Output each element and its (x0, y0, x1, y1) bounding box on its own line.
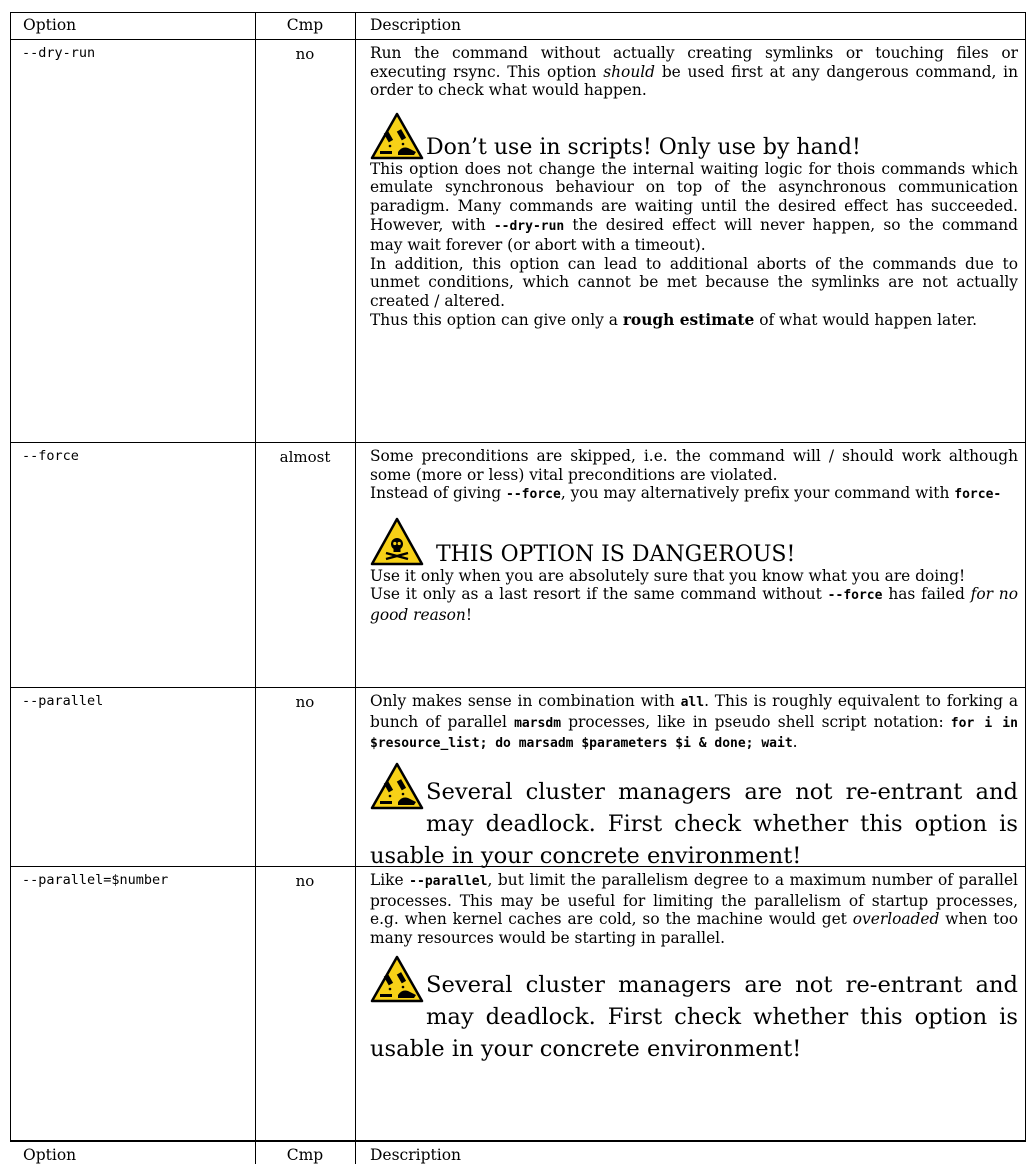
warning-callout (370, 969, 1018, 1065)
footer-option: Option (23, 1146, 77, 1164)
header-description: Description (370, 16, 462, 34)
warning-text: THIS OPTION IS DANGEROUS! (436, 541, 796, 567)
table-rule-header (10, 39, 1026, 40)
description-force (370, 447, 1018, 625)
description-parallel (370, 692, 1018, 872)
corrosive-hazard-icon (370, 112, 424, 160)
header-cmp: Cmp (286, 16, 324, 34)
table-border-left (10, 12, 11, 1141)
option-force: --force (22, 448, 79, 464)
table-rule-row1 (10, 442, 1026, 443)
paragraph: Some preconditions are skipped, i.e. the command will / should work although some (more or less) vital preconditions are violated. (370, 447, 1018, 484)
header-option: Option (23, 16, 77, 34)
cmp-force: almost (279, 448, 331, 466)
option-parallel-number: --parallel=$number (22, 872, 169, 888)
option-parallel: --parallel (22, 693, 104, 709)
warning-callout (370, 776, 1018, 872)
description-dry-run (370, 44, 1018, 329)
paragraph: Use it only when you are absolutely sure that you know what you are doing! (370, 566, 966, 585)
paragraph: Thus this option can give only a rough estimate of what would happen later. (370, 310, 978, 329)
corrosive-hazard-icon (370, 762, 424, 810)
warning-text: Don’t use in scripts! Only use by hand! (426, 134, 861, 160)
table-separator-cmp (255, 12, 256, 1164)
paragraph: Like --parallel, but limit the parallelism degree to a maximum number of parallel processes. This may be useful for limiting the parallelism of startup processes, e.g. when kernel caches are cold, so the machine would get overloaded when too many resources would be starting in parallel. (370, 871, 1018, 947)
table-rule-bottom (10, 1140, 1026, 1142)
warning-text: Several cluster managers are not re-entrant and may deadlock. First check whether this option is usable in your concrete environment! (370, 972, 1018, 1063)
table-rule-row2 (10, 687, 1026, 688)
corrosive-hazard-icon (370, 955, 424, 1003)
paragraph: Run the command without actually creating symlinks or touching files or executing rsync. This option should be used first at any dangerous command, in order to check what would happen. (370, 44, 1018, 100)
cmp-parallel: no (295, 693, 315, 711)
footer-description: Description (370, 1146, 462, 1164)
footer-cmp: Cmp (286, 1146, 324, 1164)
paragraph: In addition, this option can lead to additional aborts of the commands due to unmet conditions, which cannot be met because the symlinks are not actually created / altered. (370, 254, 1018, 310)
toxic-skull-hazard-icon (370, 517, 424, 567)
option-dry-run: --dry-run (22, 45, 96, 61)
warning-text: Several cluster managers are not re-entrant and may deadlock. First check whether this option is usable in your concrete environment! (370, 778, 1018, 869)
table-rule-top (10, 12, 1026, 13)
paragraph: Use it only as a last resort if the same command without --force has failed for no good reason! (370, 585, 1018, 624)
table-separator-desc (355, 12, 356, 1164)
paragraph: This option does not change the internal waiting logic for thois commands which emulate synchronous behaviour on top of the asynchronous communication paradigm. Many commands are waiting until the desired effect has succeeded. However, with --dry-run the desired effect will never happen, so the command may wait forever (or abort with a timeout). (370, 159, 1018, 255)
paragraph: Instead of giving --force, you may alternatively prefix your command with force- (370, 484, 1002, 503)
cmp-parallel-number: no (295, 872, 315, 890)
warning-callout (370, 517, 1018, 567)
cmp-dry-run: no (295, 45, 315, 63)
warning-callout (370, 112, 1018, 160)
table-border-right (1025, 12, 1026, 1141)
description-parallel-number (370, 871, 1018, 1065)
paragraph: Only makes sense in combination with all. This is roughly equivalent to forking a bunch of parallel marsdm processes, like in pseudo shell script notation: for i in $resource_list; do marsadm $parameters $i & done; wait. (370, 692, 1018, 752)
